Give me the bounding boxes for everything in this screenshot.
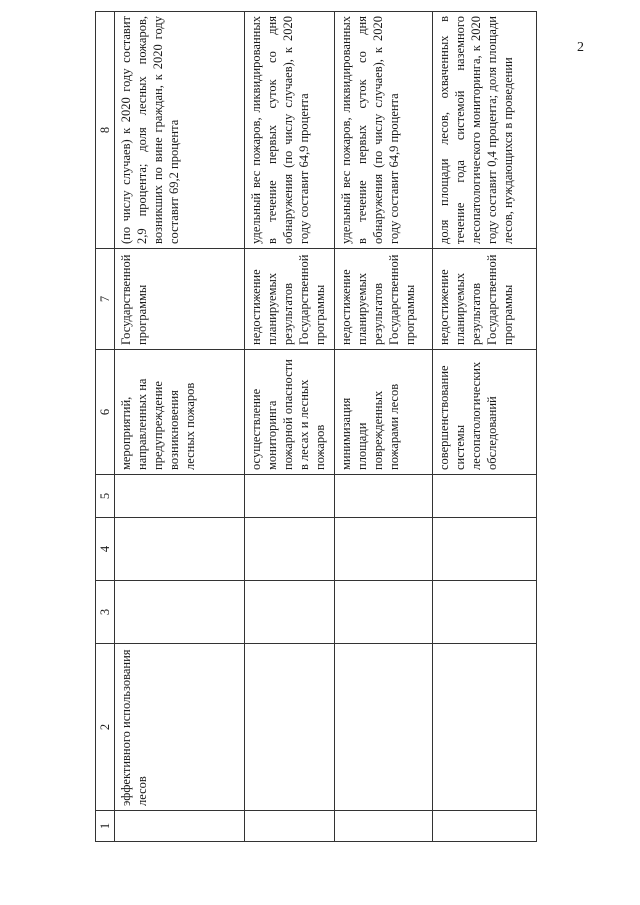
cell-col-8: удельный вес пожаров, ликвидированных в течение первых суток со дня обнаружения (по числу случаев), к 2020 году составит 64,9 процента xyxy=(335,12,433,249)
cell-col-1 xyxy=(335,811,433,842)
cell-col-3 xyxy=(245,581,335,644)
table-row xyxy=(335,12,433,842)
cell-col-5 xyxy=(115,475,245,518)
cell-col-1 xyxy=(115,811,245,842)
cell-col-8: (по числу случаев) к 2020 году составит 2,9 процента; доля лесных пожаров, возникших по вине граждан, к 2020 году составит 69,2 процента xyxy=(115,12,245,249)
cell-col-6: мероприятий, направленных на предупреждение возникновения лесных пожаров xyxy=(115,350,245,475)
table-row xyxy=(115,12,245,842)
page-number: 2 xyxy=(577,40,584,55)
header-col-5: 5 xyxy=(96,475,115,518)
header-col-8: 8 xyxy=(96,12,115,249)
cell-col-7: недостижение планируемых результатов Государственной программы xyxy=(335,249,433,350)
cell-col-7: Государственной программы xyxy=(115,249,245,350)
cell-col-2 xyxy=(245,644,335,811)
table-header-row xyxy=(96,12,115,842)
cell-col-3 xyxy=(115,581,245,644)
cell-col-6: совершенствование системы лесопатологических обследований xyxy=(433,350,537,475)
cell-col-1 xyxy=(245,811,335,842)
cell-col-6: осуществление мониторинга пожарной опасности в лесах и лесных пожаров xyxy=(245,350,335,475)
table-row xyxy=(433,12,537,842)
cell-col-4 xyxy=(335,518,433,581)
header-col-2: 2 xyxy=(96,644,115,811)
cell-col-5 xyxy=(245,475,335,518)
cell-col-2 xyxy=(433,644,537,811)
cell-col-3 xyxy=(433,581,537,644)
cell-col-8: удельный вес пожаров, ликвидированных в течение первых суток со дня обнаружения (по числу случаев), к 2020 году составит 64,9 процента xyxy=(245,12,335,249)
cell-col-1 xyxy=(433,811,537,842)
cell-col-5 xyxy=(433,475,537,518)
cell-col-7: недостижение планируемых результатов Государственной программы xyxy=(245,249,335,350)
header-col-1: 1 xyxy=(96,811,115,842)
cell-col-5 xyxy=(335,475,433,518)
header-col-3: 3 xyxy=(96,581,115,644)
cell-col-4 xyxy=(115,518,245,581)
rotated-table-container xyxy=(95,16,615,842)
cell-col-2 xyxy=(335,644,433,811)
document-table xyxy=(95,11,537,842)
header-col-4: 4 xyxy=(96,518,115,581)
cell-col-3 xyxy=(335,581,433,644)
cell-col-8: доля площади лесов, охваченных в течение года системой наземного лесопатологического мониторинга, к 2020 году составит 0,4 процента; доля площади лесов, нуждающихся в проведении xyxy=(433,12,537,249)
header-col-6: 6 xyxy=(96,350,115,475)
cell-col-4 xyxy=(245,518,335,581)
table-row xyxy=(245,12,335,842)
header-col-7: 7 xyxy=(96,249,115,350)
cell-col-7: недостижение планируемых результатов Государственной программы xyxy=(433,249,537,350)
cell-col-4 xyxy=(433,518,537,581)
cell-col-6: минимизация площади поврежденных пожарами лесов xyxy=(335,350,433,475)
cell-col-2: эффективного использования лесов xyxy=(115,644,245,811)
